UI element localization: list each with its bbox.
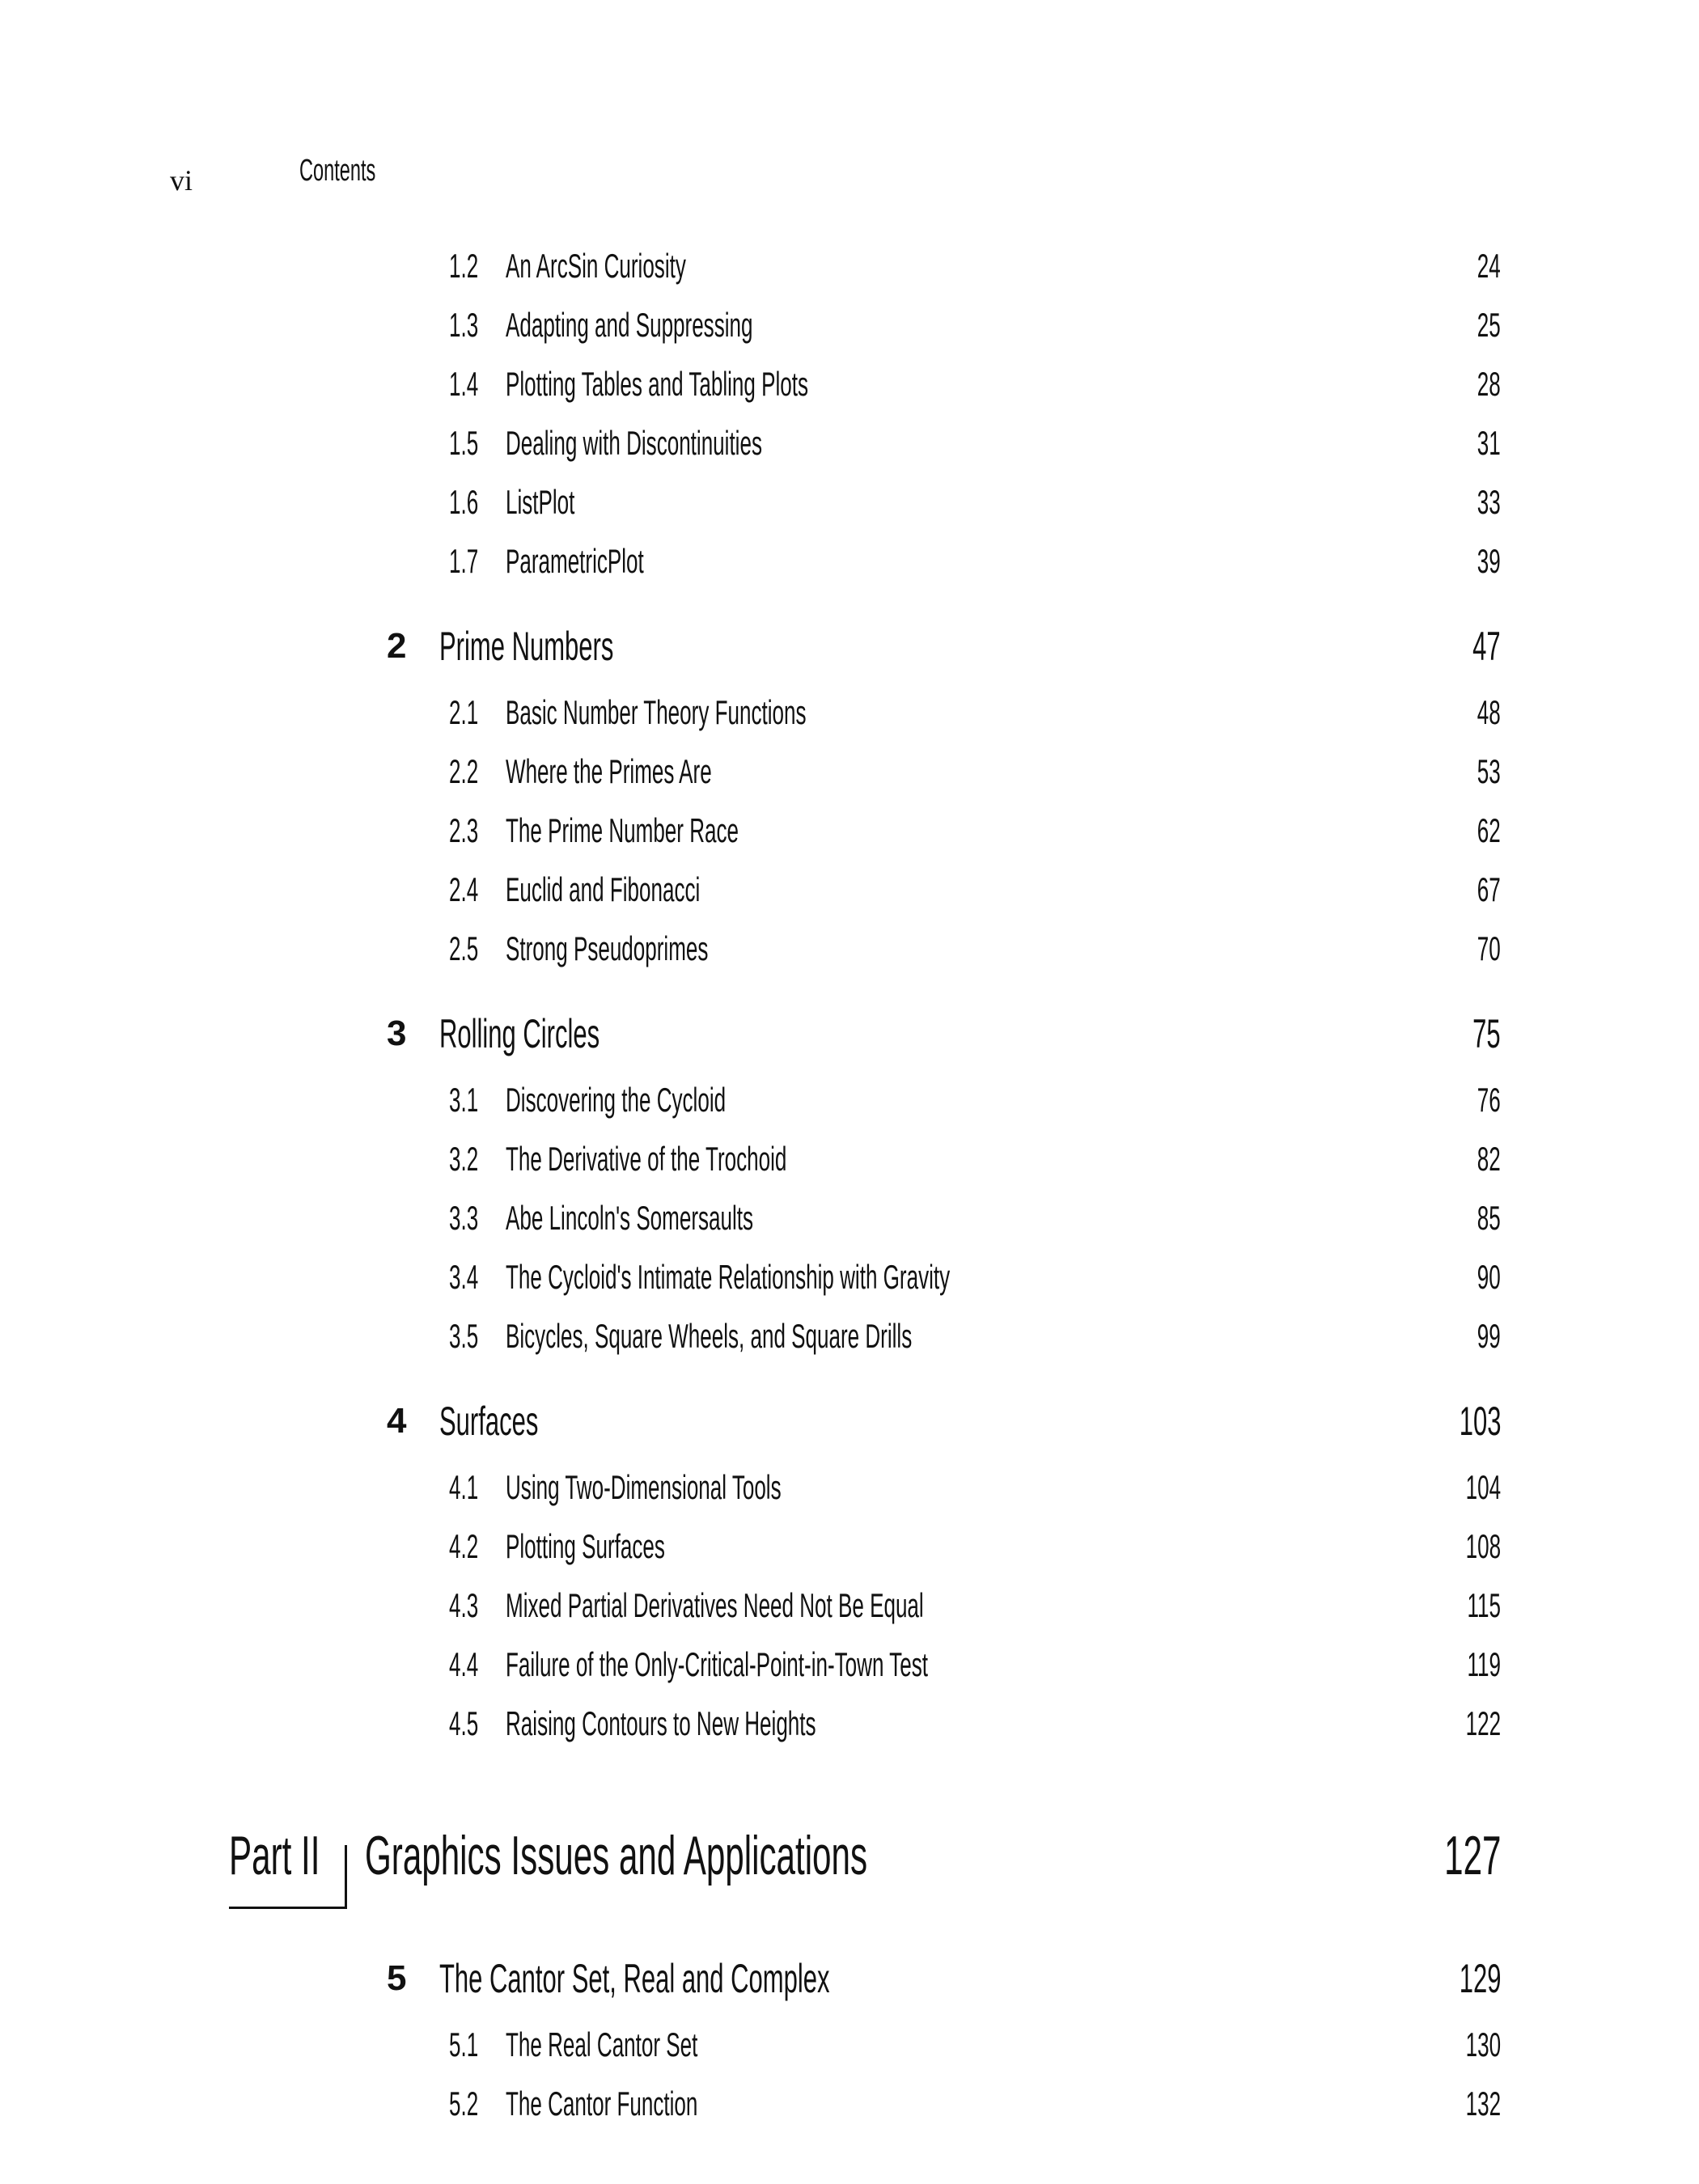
section-number: 5.2	[449, 2085, 479, 2123]
section-title: Plotting Surfaces	[506, 1527, 665, 1565]
page-ref: 33	[1477, 483, 1501, 521]
toc-section-row	[449, 365, 1501, 413]
toc-chapter-row	[387, 1955, 1501, 2004]
toc-section-row	[449, 1081, 1501, 1129]
toc-section-row	[449, 870, 1501, 919]
section-number: 3.5	[449, 1317, 479, 1355]
section-number: 5.1	[449, 2025, 479, 2063]
section-title: Bicycles, Square Wheels, and Square Drills	[506, 1317, 913, 1355]
toc-section-row	[449, 1645, 1501, 1694]
toc-section-row	[449, 929, 1501, 978]
page-header	[170, 154, 736, 202]
toc-chapter-row	[387, 1398, 1501, 1446]
toc-section-row	[449, 1317, 1501, 1365]
toc-section-row	[449, 306, 1501, 354]
toc-chapter-row	[387, 623, 1501, 671]
section-number: 1.4	[449, 365, 479, 403]
section-title: The Cantor Function	[506, 2085, 698, 2123]
section-title: Basic Number Theory Functions	[506, 693, 807, 731]
page-ref: 48	[1477, 693, 1501, 731]
page-ref: 122	[1465, 1704, 1501, 1742]
section-number: 2.2	[449, 752, 479, 790]
chapter-number: 2	[387, 626, 407, 666]
page-ref: 103	[1459, 1399, 1501, 1444]
page-ref: 115	[1467, 1586, 1501, 1624]
section-number: 1.3	[449, 306, 479, 344]
section-number: 4.5	[449, 1704, 479, 1742]
page-ref: 82	[1477, 1140, 1501, 1178]
page-ref: 24	[1477, 247, 1501, 285]
chapter-title: Rolling Circles	[439, 1011, 600, 1056]
chapter-number: 4	[387, 1401, 407, 1441]
section-title: The Prime Number Race	[506, 811, 739, 849]
page-ref: 31	[1477, 424, 1501, 462]
toc-section-row	[449, 1586, 1501, 1635]
toc-section-row	[449, 693, 1501, 742]
toc-section-row	[449, 483, 1501, 531]
section-title: Using Two-Dimensional Tools	[506, 1468, 782, 1506]
page-ref: 70	[1477, 929, 1501, 967]
section-number: 1.5	[449, 424, 479, 462]
section-number: 2.1	[449, 693, 479, 731]
section-title: The Derivative of the Trochoid	[506, 1140, 787, 1178]
toc-section-row	[449, 424, 1501, 472]
page-ref: 62	[1477, 811, 1501, 849]
section-title: Euclid and Fibonacci	[506, 870, 701, 908]
toc-section-row	[449, 542, 1501, 590]
page-ref: 130	[1465, 2025, 1501, 2063]
section-number: 2.4	[449, 870, 479, 908]
section-number: 3.2	[449, 1140, 479, 1178]
toc-section-row	[449, 1468, 1501, 1517]
running-title: Contents	[299, 154, 376, 188]
section-number: 4.3	[449, 1586, 479, 1624]
page-ref: 108	[1465, 1527, 1501, 1565]
page-ref: 127	[1443, 1825, 1501, 1886]
section-number: 1.6	[449, 483, 479, 521]
page-ref: 53	[1477, 752, 1501, 790]
toc-section-row	[449, 2085, 1501, 2133]
page-ref: 129	[1459, 1956, 1501, 2001]
part-title: Graphics Issues and Applications	[365, 1825, 868, 1886]
section-title: The Real Cantor Set	[506, 2025, 698, 2063]
section-number: 4.2	[449, 1527, 479, 1565]
page-ref: 76	[1477, 1081, 1501, 1119]
toc-chapter-row	[387, 1010, 1501, 1059]
section-number: 3.1	[449, 1081, 479, 1119]
toc-section-row	[449, 1258, 1501, 1306]
toc-section-row	[449, 2025, 1501, 2074]
toc-section-row	[449, 1199, 1501, 1247]
section-title: ListPlot	[506, 483, 575, 521]
page-ref: 75	[1472, 1011, 1501, 1056]
chapter-number: 5	[387, 1958, 407, 1998]
part-divider	[345, 1845, 347, 1909]
section-number: 2.5	[449, 929, 479, 967]
section-title: Plotting Tables and Tabling Plots	[506, 365, 808, 403]
toc-section-row	[449, 752, 1501, 801]
toc-section-row	[449, 811, 1501, 860]
toc-section-row	[449, 1140, 1501, 1188]
section-title: Abe Lincoln's Somersaults	[506, 1199, 754, 1237]
chapter-title: Prime Numbers	[439, 624, 614, 669]
section-title: Failure of the Only-Critical-Point-in-Town Test	[506, 1645, 928, 1683]
toc-section-row	[449, 247, 1501, 295]
section-title: ParametricPlot	[506, 542, 644, 580]
part-label: Part II	[229, 1825, 320, 1886]
section-title: An ArcSin Curiosity	[506, 247, 686, 285]
section-title: Adapting and Suppressing	[506, 306, 753, 344]
part-underline	[229, 1907, 346, 1909]
toc-section-row	[449, 1527, 1501, 1576]
section-number: 1.2	[449, 247, 479, 285]
chapter-title: Surfaces	[439, 1399, 539, 1444]
page-ref: 119	[1467, 1645, 1501, 1683]
page-ref: 28	[1477, 365, 1501, 403]
section-number: 4.1	[449, 1468, 479, 1506]
section-title: Dealing with Discontinuities	[506, 424, 762, 462]
page-ref: 47	[1472, 624, 1501, 669]
page-ref: 85	[1477, 1199, 1501, 1237]
page-number: vi	[170, 164, 193, 197]
section-title: Strong Pseudoprimes	[506, 929, 709, 967]
section-number: 3.3	[449, 1199, 479, 1237]
section-title: The Cycloid's Intimate Relationship with Gravity	[506, 1258, 951, 1296]
section-number: 1.7	[449, 542, 479, 580]
chapter-title: The Cantor Set, Real and Complex	[439, 1956, 830, 2001]
page-ref: 104	[1465, 1468, 1501, 1506]
toc-part-row	[229, 1824, 1501, 1913]
page-ref: 67	[1477, 870, 1501, 908]
chapter-number: 3	[387, 1014, 407, 1053]
section-number: 4.4	[449, 1645, 479, 1683]
page-ref: 99	[1477, 1317, 1501, 1355]
section-title: Mixed Partial Derivatives Need Not Be Equal	[506, 1586, 924, 1624]
section-number: 3.4	[449, 1258, 479, 1296]
page-ref: 132	[1465, 2085, 1501, 2123]
page-ref: 39	[1477, 542, 1501, 580]
page-ref: 25	[1477, 306, 1501, 344]
section-title: Raising Contours to New Heights	[506, 1704, 816, 1742]
toc-section-row	[449, 1704, 1501, 1753]
page-ref: 90	[1477, 1258, 1501, 1296]
section-number: 2.3	[449, 811, 479, 849]
section-title: Where the Primes Are	[506, 752, 712, 790]
section-title: Discovering the Cycloid	[506, 1081, 727, 1119]
